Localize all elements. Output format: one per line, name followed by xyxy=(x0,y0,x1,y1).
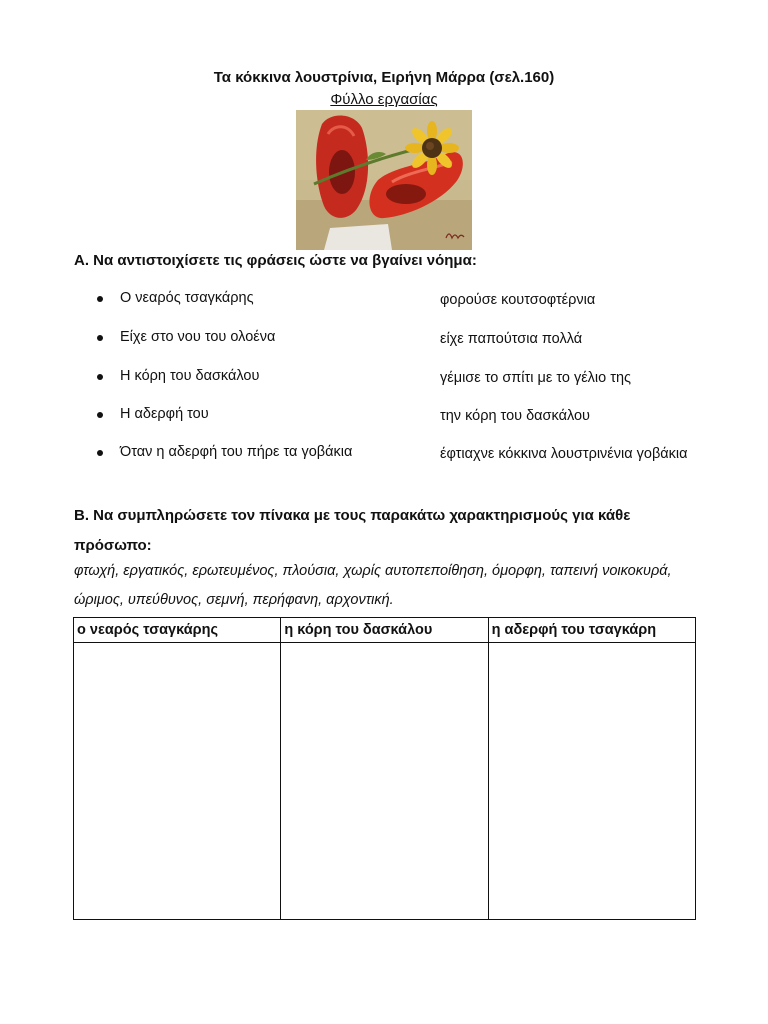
right-phrase: είχε παπούτσια πολλά xyxy=(440,331,583,347)
left-phrase: Είχε στο νου του ολοένα xyxy=(120,329,276,345)
table-answer-row xyxy=(74,643,696,920)
column-header-shoemaker: ο νεαρός τσαγκάρης xyxy=(74,618,281,643)
left-phrase: Η αδερφή του xyxy=(120,406,209,422)
column-header-teachers-daughter: η κόρη του δασκάλου xyxy=(281,618,488,643)
characters-table xyxy=(73,617,696,920)
right-phrase: φορούσε κουτσοφτέρνια xyxy=(440,292,596,308)
bullet-icon xyxy=(97,450,103,456)
table-header-row xyxy=(74,618,696,643)
bullet-icon xyxy=(97,296,103,302)
section-a-heading: Α. Να αντιστοιχίσετε τις φράσεις ώστε να βγαίνει νόημα: xyxy=(74,252,477,269)
painting-red-shoes-image xyxy=(296,110,472,250)
bullet-icon xyxy=(97,374,103,380)
section-b-heading: Β. Να συμπληρώσετε τον πίνακα με τους παρακάτω χαρακτηρισμούς για κάθε πρόσωπο: xyxy=(74,507,631,554)
answer-cell-shoemaker[interactable] xyxy=(74,643,281,920)
bullet-icon xyxy=(97,335,103,341)
left-phrase: Όταν η αδερφή του πήρε τα γοβάκια xyxy=(120,444,353,460)
answer-cell-sister[interactable] xyxy=(488,643,695,920)
traits-list: φτωχή, εργατικός, ερωτευμένος, πλούσια, χωρίς αυτοπεποίθηση, όμορφη, ταπεινή νοικοκυρά, ώριμος, υπεύθυνος, σεμνή, περήφανη, αρχοντική. xyxy=(74,563,672,608)
left-phrase: Η κόρη του δασκάλου xyxy=(120,368,260,384)
column-header-sister: η αδερφή του τσαγκάρη xyxy=(488,618,695,643)
right-phrase: γέμισε το σπίτι με το γέλιο της xyxy=(440,370,632,386)
bullet-icon xyxy=(97,412,103,418)
right-phrase: την κόρη του δασκάλου xyxy=(440,408,590,424)
right-phrase: έφτιαχνε κόκκινα λουστρινένια γοβάκια xyxy=(440,446,688,462)
page-subtitle: Φύλλο εργασίας xyxy=(330,91,438,108)
left-phrase: Ο νεαρός τσαγκάρης xyxy=(120,290,254,306)
answer-cell-teachers-daughter[interactable] xyxy=(281,643,488,920)
page-title: Τα κόκκινα λουστρίνια, Ειρήνη Μάρρα (σελ.160) xyxy=(213,69,555,86)
